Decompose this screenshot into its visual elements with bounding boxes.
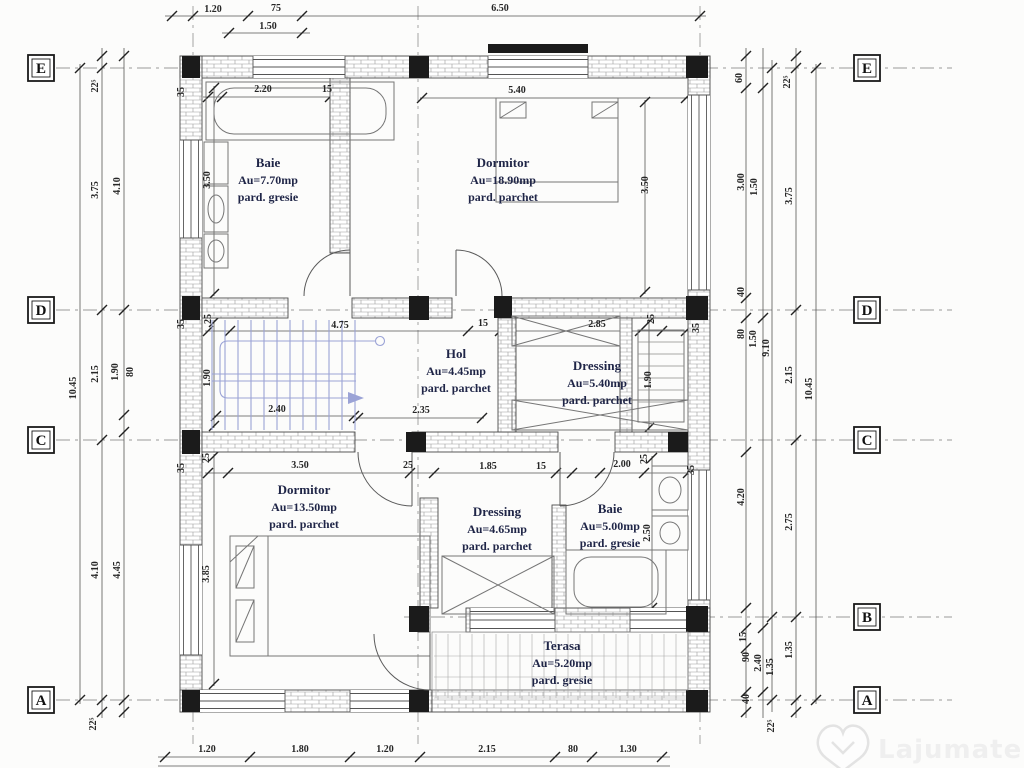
dimension-label: 25 xyxy=(201,453,212,463)
dimension-label: 2.40 xyxy=(753,654,764,672)
dimension-label: 1.30 xyxy=(619,744,637,755)
wall-segment xyxy=(502,298,688,318)
room-name: Dormitor xyxy=(476,155,530,170)
grid-marker-b-right xyxy=(854,604,880,630)
room-name: Hol xyxy=(445,346,467,361)
column xyxy=(668,432,688,452)
room-name: Terasa xyxy=(543,638,581,653)
dimension-label: 4.20 xyxy=(736,488,747,506)
dimension-label: 2.85 xyxy=(588,319,606,330)
dimension-label: 2.50 xyxy=(642,524,653,542)
column xyxy=(182,430,200,454)
room-area: Au=4.45mp xyxy=(426,364,486,378)
grid-marker-letter: E xyxy=(35,61,47,77)
dimension-label: 35 xyxy=(176,463,187,473)
watermark-text xyxy=(878,735,1024,765)
grid-marker-letter: C xyxy=(861,433,873,449)
dimension-label: 40 xyxy=(741,694,752,704)
column xyxy=(494,296,512,318)
column xyxy=(182,690,200,712)
dimension-label: 1.90 xyxy=(643,371,654,389)
dimension-label: 2.40 xyxy=(268,404,286,415)
column xyxy=(409,56,429,78)
dimension-label: 90 xyxy=(741,652,752,662)
window xyxy=(688,470,710,600)
column xyxy=(686,690,708,712)
dimension-label: 2.00 xyxy=(613,459,631,470)
window xyxy=(470,608,555,632)
grid-marker-a-right xyxy=(854,687,880,713)
grid-marker-c-left xyxy=(28,427,54,453)
dimension-label: 35 xyxy=(686,465,697,475)
wall-segment xyxy=(620,318,632,432)
dimension-label: 2.15 xyxy=(90,365,101,383)
window xyxy=(253,56,345,78)
dimension-label: 2.15 xyxy=(784,366,795,384)
dimension-label: 1.90 xyxy=(202,369,213,387)
dimension-label: 4.75 xyxy=(331,320,349,331)
grid-marker-d-left xyxy=(28,297,54,323)
room-name: Dormitor xyxy=(277,482,331,497)
dimension-label: 25 xyxy=(639,454,650,464)
dimension-label: 75 xyxy=(271,3,281,14)
dimension-label: 3.50 xyxy=(202,171,213,189)
wall-segment xyxy=(202,432,355,452)
dimension-label: 4.10 xyxy=(112,177,123,195)
column xyxy=(409,690,429,712)
window xyxy=(190,690,285,712)
column xyxy=(409,606,429,632)
room-area: Au=4.65mp xyxy=(467,522,527,536)
dimension-label: 80 xyxy=(125,367,136,377)
dimension-label: 1.35 xyxy=(784,641,795,659)
dimension-label: 1.50 xyxy=(259,21,277,32)
window xyxy=(180,545,202,655)
room-name: Baie xyxy=(255,155,281,170)
dimension-label: 3.50 xyxy=(291,460,309,471)
room-label xyxy=(468,155,538,204)
window xyxy=(180,140,202,238)
dimension-label: 3.50 xyxy=(640,176,651,194)
dimension-label: 15 xyxy=(738,632,749,642)
wall-segment xyxy=(432,690,688,712)
dimension-label: 35 xyxy=(176,319,187,329)
column xyxy=(406,432,426,452)
wall-segment xyxy=(202,298,288,318)
column xyxy=(409,296,429,320)
grid-marker-letter: B xyxy=(861,610,873,626)
dimension-label: 6.50 xyxy=(491,3,509,14)
grid-marker-letter: D xyxy=(861,303,873,319)
dimension-label: 2.15 xyxy=(478,744,496,755)
grid-marker-d-right xyxy=(854,297,880,323)
wall-segment xyxy=(498,318,516,432)
dimension-label: 4.10 xyxy=(90,561,101,579)
watermark-brand: Lajumate xyxy=(878,735,1023,765)
wall-segment xyxy=(330,78,350,253)
dimension-label: 10.45 xyxy=(68,376,79,400)
dimension-label: 2.20 xyxy=(254,84,272,95)
dimension-label: 35 xyxy=(176,87,187,97)
dimension-label: 1.50 xyxy=(748,330,759,348)
dimension-label: 9.10 xyxy=(761,339,772,357)
dimension-label: 4.45 xyxy=(112,561,123,579)
room-floor-finish: pard. parchet xyxy=(468,190,538,204)
room-area: Au=13.50mp xyxy=(271,500,337,514)
dimension-label: 5.40 xyxy=(508,85,526,96)
dimension-label: 25 xyxy=(203,314,214,324)
room-floor-finish: pard. parchet xyxy=(562,393,632,407)
dimension-label: 1.85 xyxy=(479,461,497,472)
grid-marker-letter: E xyxy=(861,61,873,77)
room-area: Au=18.90mp xyxy=(470,173,536,187)
dimension-label: 1.80 xyxy=(291,744,309,755)
room-area: Au=7.70mp xyxy=(238,173,298,187)
window xyxy=(630,608,688,632)
room-floor-finish: pard. parchet xyxy=(462,539,532,553)
wall-segment xyxy=(412,432,558,452)
dimension-label: 22⁵ xyxy=(88,717,99,731)
dimension-label: 3.75 xyxy=(90,181,101,199)
room-area: Au=5.40mp xyxy=(567,376,627,390)
grid-marker-a-left xyxy=(28,687,54,713)
dimension-label: 25 xyxy=(646,314,657,324)
room-floor-finish: pard. gresie xyxy=(531,673,593,687)
wall-segment xyxy=(352,298,452,318)
room-name: Dressing xyxy=(572,358,622,373)
dimension-label: 2.35 xyxy=(412,405,430,416)
dimension-label: 15 xyxy=(478,318,488,329)
room-name: Dressing xyxy=(472,504,522,519)
column xyxy=(182,56,200,78)
dimension-label: 35 xyxy=(691,323,702,333)
grid-marker-e-left xyxy=(28,55,54,81)
column xyxy=(686,56,708,78)
window xyxy=(488,56,588,78)
dimension-label: 1.50 xyxy=(749,178,760,196)
dimension-label: 10.45 xyxy=(804,377,815,401)
dimension-label: 1.20 xyxy=(204,4,222,15)
room-area: Au=5.00mp xyxy=(580,519,640,533)
dimension-label: 3.00 xyxy=(736,173,747,191)
dimension-label: 22⁵ xyxy=(782,75,793,89)
grid-marker-letter: A xyxy=(35,693,47,709)
room-floor-finish: pard. gresie xyxy=(237,190,299,204)
room-floor-finish: pard. parchet xyxy=(269,517,339,531)
dimension-label: 60 xyxy=(734,73,745,83)
column xyxy=(686,606,708,632)
grid-marker-letter: D xyxy=(35,303,47,319)
dimension-label: 15 xyxy=(322,84,332,95)
dimension-label: 80 xyxy=(736,329,747,339)
dimension-label: 1.20 xyxy=(376,744,394,755)
room-label xyxy=(269,482,339,531)
dimension-label: 80 xyxy=(568,744,578,755)
room-name: Baie xyxy=(597,501,623,516)
window xyxy=(688,95,710,290)
dimension-label: 1.90 xyxy=(110,363,121,381)
dimension-label: 3.85 xyxy=(201,565,212,583)
room-floor-finish: pard. gresie xyxy=(579,536,641,550)
room-floor-finish: pard. parchet xyxy=(421,381,491,395)
dimension-label: 1.35 xyxy=(765,658,776,676)
dimension-label: 2.75 xyxy=(784,513,795,531)
room-area: Au=5.20mp xyxy=(532,656,592,670)
dimension-label: 22⁵ xyxy=(766,719,777,733)
dimension-label: 3.75 xyxy=(784,187,795,205)
dimension-label: 25 xyxy=(403,460,413,471)
dimension-label: 15 xyxy=(536,461,546,472)
window-lintel xyxy=(488,44,588,53)
dimension-label: 22⁵ xyxy=(90,79,101,93)
column xyxy=(182,296,200,320)
wall-segment xyxy=(420,498,438,608)
grid-marker-c-right xyxy=(854,427,880,453)
grid-marker-e-right xyxy=(854,55,880,81)
column xyxy=(686,296,708,320)
grid-marker-letter: C xyxy=(35,433,47,449)
dimension-label: 1.20 xyxy=(198,744,216,755)
dimension-label: 40 xyxy=(736,287,747,297)
grid-marker-letter: A xyxy=(861,693,873,709)
